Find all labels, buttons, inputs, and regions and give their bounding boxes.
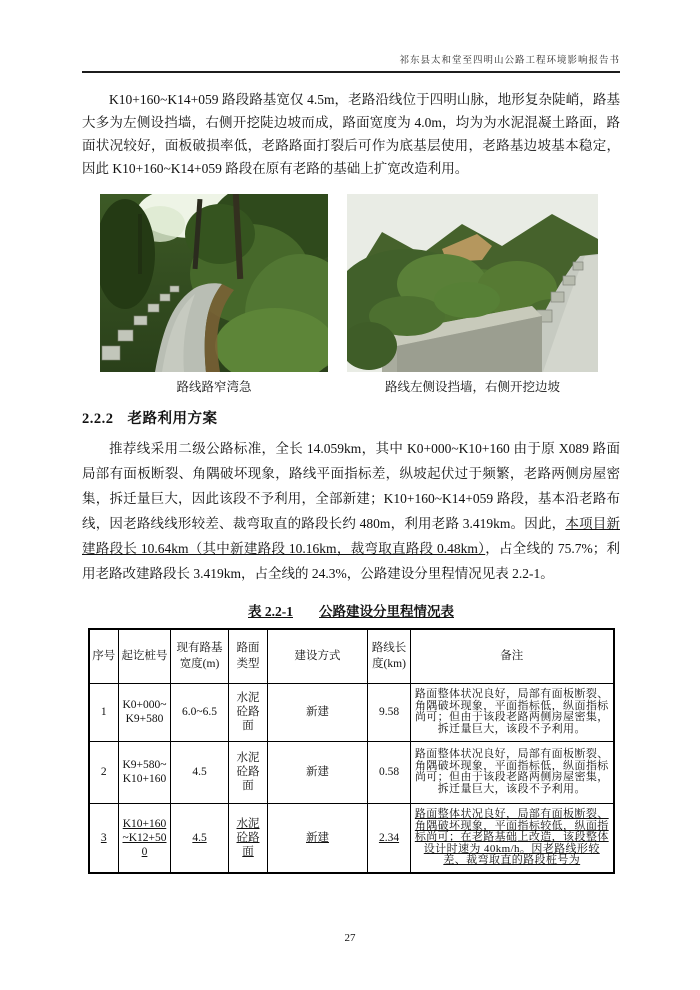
table-title-text: 公路建设分里程情况表 [319,604,454,619]
cell-remark: 路面整体状况良好，局部有面板断裂、角隅破坏现象，平面指标低，纵面指标尚可；但由于该段老路两侧房屋密集，拆迁量巨大，该段不予利用。 [411,683,614,741]
paragraph-utilization-seg3: ，占全线的 75.7%；利用老路改建路段长 3.419km，占全线的 24.3%，公路建设分里程情况见表 2.2-1。 [82,541,620,581]
cell-length: 2.34 [368,803,411,873]
col-header-stake: 起讫桩号 [119,629,171,683]
page-header-title: 祁东县太和堂至四明山公路工程环境影响报告书 [399,56,620,66]
col-header-remark: 备注 [411,629,614,683]
cell-width: 6.0~6.5 [171,683,229,741]
caption-left-photo: 路线路窄湾急 [176,380,252,394]
photo-row [100,194,620,372]
cell-width: 4.5 [171,741,229,803]
cell-stake: K0+000~K9+580 [119,683,171,741]
table-row [89,741,614,803]
cell-length: 9.58 [368,683,411,741]
col-header-width: 现有路基宽度(m) [171,629,229,683]
cell-surface: 水泥砼路面 [229,683,268,741]
cell-index: 3 [89,803,119,873]
cell-method: 新建 [268,683,368,741]
col-header-index: 序号 [89,629,119,683]
cell-index: 2 [89,741,119,803]
cell-method: 新建 [268,803,368,873]
cell-method: 新建 [268,741,368,803]
cell-stake: K10+160~K12+500 [119,803,171,873]
cell-remark: 路面整体状况良好，局部有面板断裂、角隅破坏现象，平面指标较低，纵面指标尚可；在老路基础上改造，该段整体设计时速为 40km/h。因老路线形较差、裁弯取直的路段桩号为 [411,803,614,873]
section-number: 2.2.2 [82,411,114,427]
table-title-label: 表 2.2-1 [248,604,293,619]
paragraph-roadbase: K10+160~K14+059 路段路基宽仅 4.5m，老路沿线位于四明山脉，地形复杂陡峭，路基大多为左侧设挡墙，右侧开挖陡边坡而成，路面宽度为 4.0m，均为为水泥混凝土路面，路面状况较好，面板破损率低，老路路面打裂后可作为底基层使用，老路基边坡基本稳定，因此 K10+160~K14+059 路段在原有老路的基础上扩宽改造利用。 [82,92,620,176]
table-row-revised [89,803,614,873]
cell-remark: 路面整体状况良好，局部有面板断裂、角隅破坏现象，平面指标低，纵面指标尚可；但由于该段老路两侧房屋密集，拆迁量巨大，该段不予利用。 [411,741,614,803]
mileage-table [88,628,615,874]
cell-surface: 水泥砼路面 [229,803,268,873]
photo-captions [100,377,620,395]
section-title: 老路利用方案 [127,411,218,427]
paragraph-utilization-underlined: 本项目新建路段长 10.64km（其中新建路段 10.16km，裁弯取直路段 0.48km） [82,516,620,556]
photo-retaining-wall-road [347,194,598,372]
table-title [82,600,620,620]
col-header-length: 路线长度(km) [368,629,411,683]
caption-right-photo: 路线左侧设挡墙，右侧开挖边坡 [384,380,560,394]
cell-surface: 水泥砼路面 [229,741,268,803]
section-heading [82,407,620,428]
cell-index: 1 [89,683,119,741]
table-header-row [89,629,614,683]
cell-width: 4.5 [171,803,229,873]
page-content [82,88,620,874]
page-number: 27 [344,932,356,944]
cell-length: 0.58 [368,741,411,803]
table-row [89,683,614,741]
paragraph-utilization-seg1: 推荐线采用二级公路标准，全长 14.059km，其中 K0+000~K10+160 由于原 X089 路面局部有面板断裂、角隅破坏现象，路线平面指标差，纵坡起伏过于频繁，老路两侧房屋密集，拆迁量巨大，因此该段不予利用，全部新建；K10+160~K14+059 路段，基本沿老路布线，因老路线线形较差、裁弯取直的路段长约 480m，利用老路 3.419km。因此， [82,441,620,531]
cell-stake: K9+580~K10+160 [119,741,171,803]
paragraph-utilization [82,436,620,586]
col-header-method: 建设方式 [268,629,368,683]
photo-narrow-forest-road [100,194,328,372]
col-header-surface: 路面类型 [229,629,268,683]
header-rule [82,71,620,73]
